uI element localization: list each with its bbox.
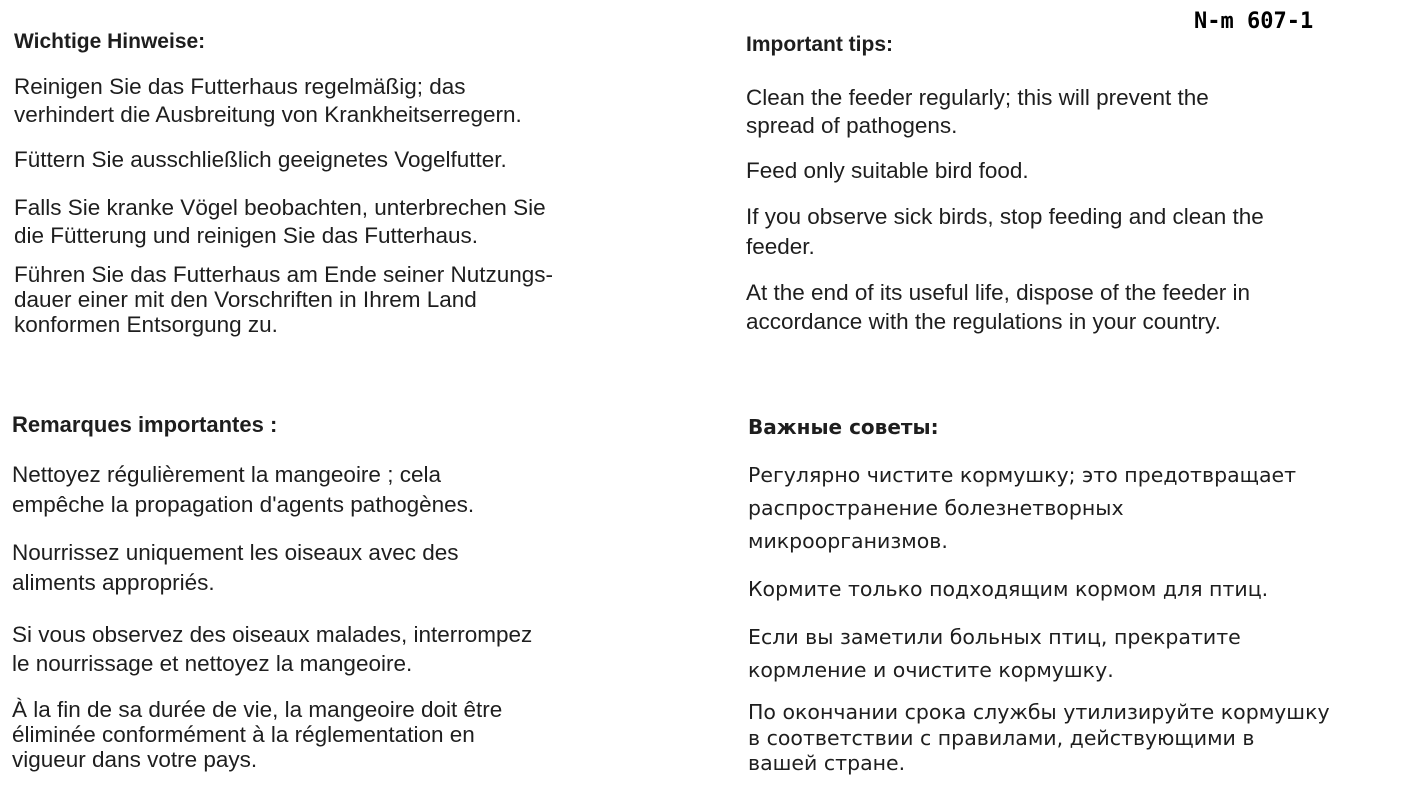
text-line: Кормите только подходящим кормом для птиц. (748, 577, 1269, 601)
text-line: Falls Sie kranke Vögel beobachten, unterbrechen Sie (14, 195, 546, 220)
text-line: микроорганизмов. (748, 529, 948, 553)
text-line: feeder. (746, 234, 815, 259)
text-line: At the end of its useful life, dispose of the feeder in (746, 280, 1251, 305)
text-line: spread of pathogens. (746, 113, 958, 138)
heading-fr: Remarques importantes : (12, 412, 278, 437)
text-line: konformen Entsorgung zu. (14, 312, 278, 337)
paragraph-fr-1 (12, 460, 474, 520)
text-line: Reinigen Sie das Futterhaus regelmäßig; das (14, 74, 466, 99)
text-line: вашей стране. (748, 751, 906, 775)
text-line: в соответствии с правилами, действующими в (748, 725, 1255, 750)
text-line: Feed only suitable bird food. (746, 158, 1029, 183)
paragraph-ru-1 (748, 459, 1296, 558)
paragraph-en-3 (746, 202, 1264, 262)
paragraph-ru-3 (748, 621, 1241, 687)
paragraph-de-2 (14, 146, 507, 174)
text-line: Регулярно чистите кормушку; это предотвращает (748, 463, 1297, 487)
paragraph-en-1 (746, 84, 1209, 140)
text-line: die Fütterung und reinigen Sie das Futterhaus. (14, 223, 479, 248)
paragraph-fr-2 (12, 538, 458, 598)
text-line: empêche la propagation d'agents pathogènes. (12, 492, 475, 517)
paragraph-fr-4 (12, 697, 502, 772)
text-line: распространение болезнетворных (748, 496, 1124, 520)
paragraph-de-1 (14, 73, 522, 129)
text-line: vigueur dans votre pays. (12, 747, 258, 772)
heading-ru: Важные советы: (748, 415, 939, 439)
paragraph-de-3 (14, 194, 546, 250)
text-line: À la fin de sa durée de vie, la mangeoire doit être (12, 697, 503, 722)
heading-de: Wichtige Hinweise: (14, 30, 206, 53)
text-line: Führen Sie das Futterhaus am Ende seiner Nutzungs- (14, 262, 554, 287)
paragraph-en-4 (746, 278, 1250, 336)
text-line: Si vous observez des oiseaux malades, interrompez (12, 622, 533, 647)
text-line: По окончании срока службы утилизируйте кормушку (748, 700, 1330, 724)
text-line: Nourrissez uniquement les oiseaux avec des (12, 540, 459, 565)
text-line: verhindert die Ausbreitung von Krankheitserregern. (14, 102, 522, 127)
paragraph-en-2 (746, 157, 1029, 185)
paragraph-ru-4 (748, 700, 1330, 777)
paragraph-fr-3 (12, 620, 532, 678)
text-line: Clean the feeder regularly; this will prevent the (746, 85, 1209, 110)
text-line: Füttern Sie ausschließlich geeignetes Vogelfutter. (14, 147, 507, 172)
document-code: N-m 607-1 (1194, 9, 1314, 34)
heading-en: Important tips: (746, 33, 893, 56)
text-line: le nourrissage et nettoyez la mangeoire. (12, 651, 413, 676)
text-line: Nettoyez régulièrement la mangeoire ; cela (12, 462, 441, 487)
paragraph-ru-2 (748, 573, 1268, 606)
text-line: aliments appropriés. (12, 570, 215, 595)
paragraph-de-4 (14, 262, 553, 337)
text-line: If you observe sick birds, stop feeding and clean the (746, 204, 1264, 229)
text-line: Если вы заметили больных птиц, прекратите (748, 625, 1241, 649)
text-line: кормление и очистите кормушку. (748, 658, 1114, 682)
text-line: éliminée conformément à la réglementation en (12, 722, 475, 747)
text-line: accordance with the regulations in your country. (746, 309, 1221, 334)
text-line: dauer einer mit den Vorschriften in Ihrem Land (14, 287, 477, 312)
